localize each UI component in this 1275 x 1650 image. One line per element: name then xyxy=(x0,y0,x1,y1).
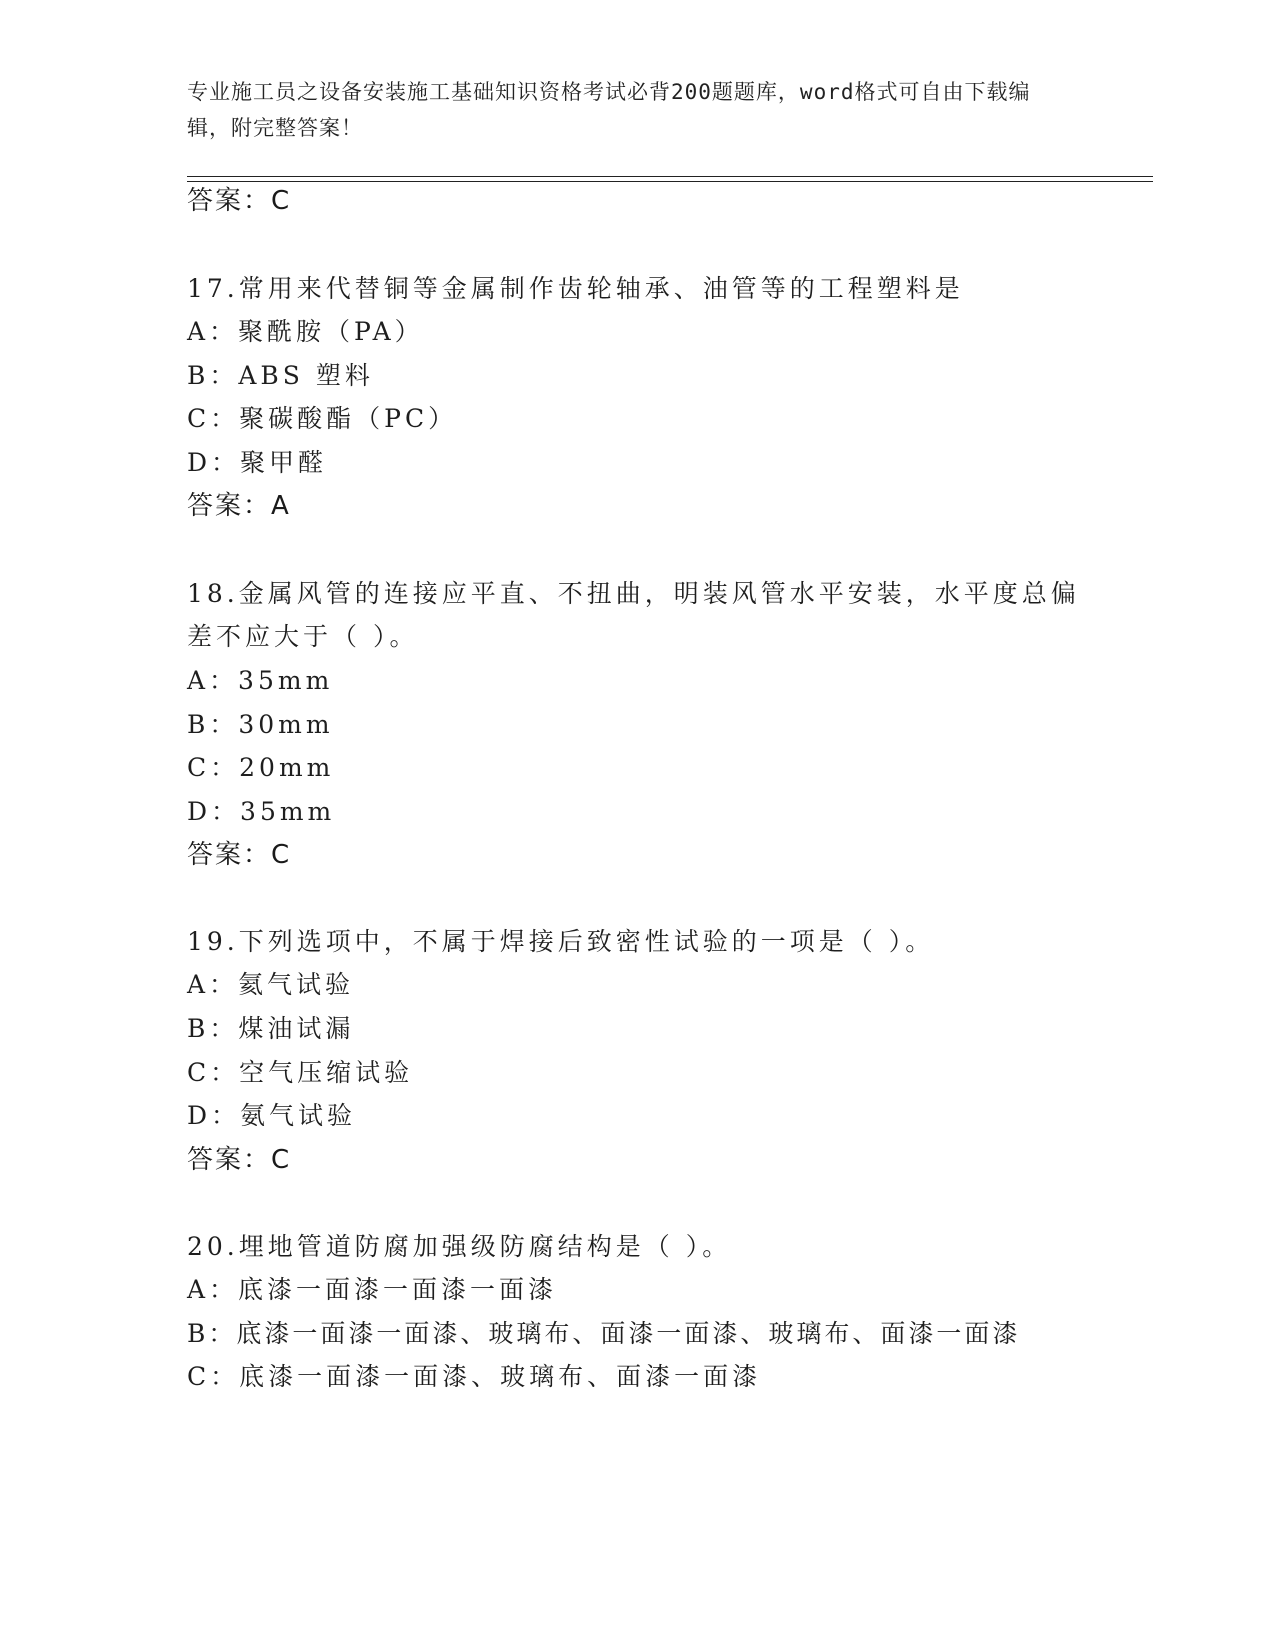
question-17-answer: 答案：A xyxy=(187,491,291,521)
question-20-stem: 20.埋地管道防腐加强级防腐结构是（ ）。 xyxy=(187,1232,732,1261)
question-17-stem: 17.常用来代替铜等金属制作齿轮轴承、油管等的工程塑料是 xyxy=(187,274,964,303)
question-18-stem-line-1: 18.金属风管的连接应平直、不扭曲，明装风管水平安装，水平度总偏 xyxy=(187,579,1080,608)
question-18-option-a: A：35mm xyxy=(187,666,334,695)
question-17-option-a: A：聚酰胺（PA） xyxy=(187,317,424,346)
header-divider-bottom xyxy=(187,181,1153,182)
question-18-answer: 答案：C xyxy=(187,840,292,870)
question-17-option-d: D：聚甲醛 xyxy=(187,448,328,477)
answer-label: 答案：C xyxy=(187,186,292,216)
document-header: 专业施工员之设备安装施工基础知识资格考试必背200题题库，word格式可自由下载编辑，附完整答案！ xyxy=(187,80,1031,140)
question-17-option-c: C：聚碳酸酯（PC） xyxy=(187,404,458,433)
question-20-option-b: B：底漆一面漆一面漆、玻璃布、面漆一面漆、玻璃布、面漆一面漆 xyxy=(187,1319,1021,1348)
question-18-option-b: B：30mm xyxy=(187,710,334,739)
question-19-option-a: A：氦气试验 xyxy=(187,970,355,999)
question-20-option-a: A：底漆一面漆一面漆一面漆 xyxy=(187,1275,558,1304)
question-19-answer: 答案：C xyxy=(187,1145,292,1175)
question-19-option-c: C：空气压缩试验 xyxy=(187,1058,414,1087)
question-20-option-c: C：底漆一面漆一面漆、玻璃布、面漆一面漆 xyxy=(187,1362,762,1391)
question-18-stem-line-2: 差不应大于（ ）。 xyxy=(187,622,419,651)
question-17-option-b: B：ABS 塑料 xyxy=(187,361,374,390)
question-18-option-c: C：20mm xyxy=(187,753,335,782)
header-divider-top xyxy=(187,176,1153,177)
question-19-option-d: D：氨气试验 xyxy=(187,1101,357,1130)
question-18-option-d: D：35mm xyxy=(187,797,336,826)
question-19-stem: 19.下列选项中，不属于焊接后致密性试验的一项是（ ）。 xyxy=(187,927,935,956)
question-19-option-b: B：煤油试漏 xyxy=(187,1014,355,1043)
